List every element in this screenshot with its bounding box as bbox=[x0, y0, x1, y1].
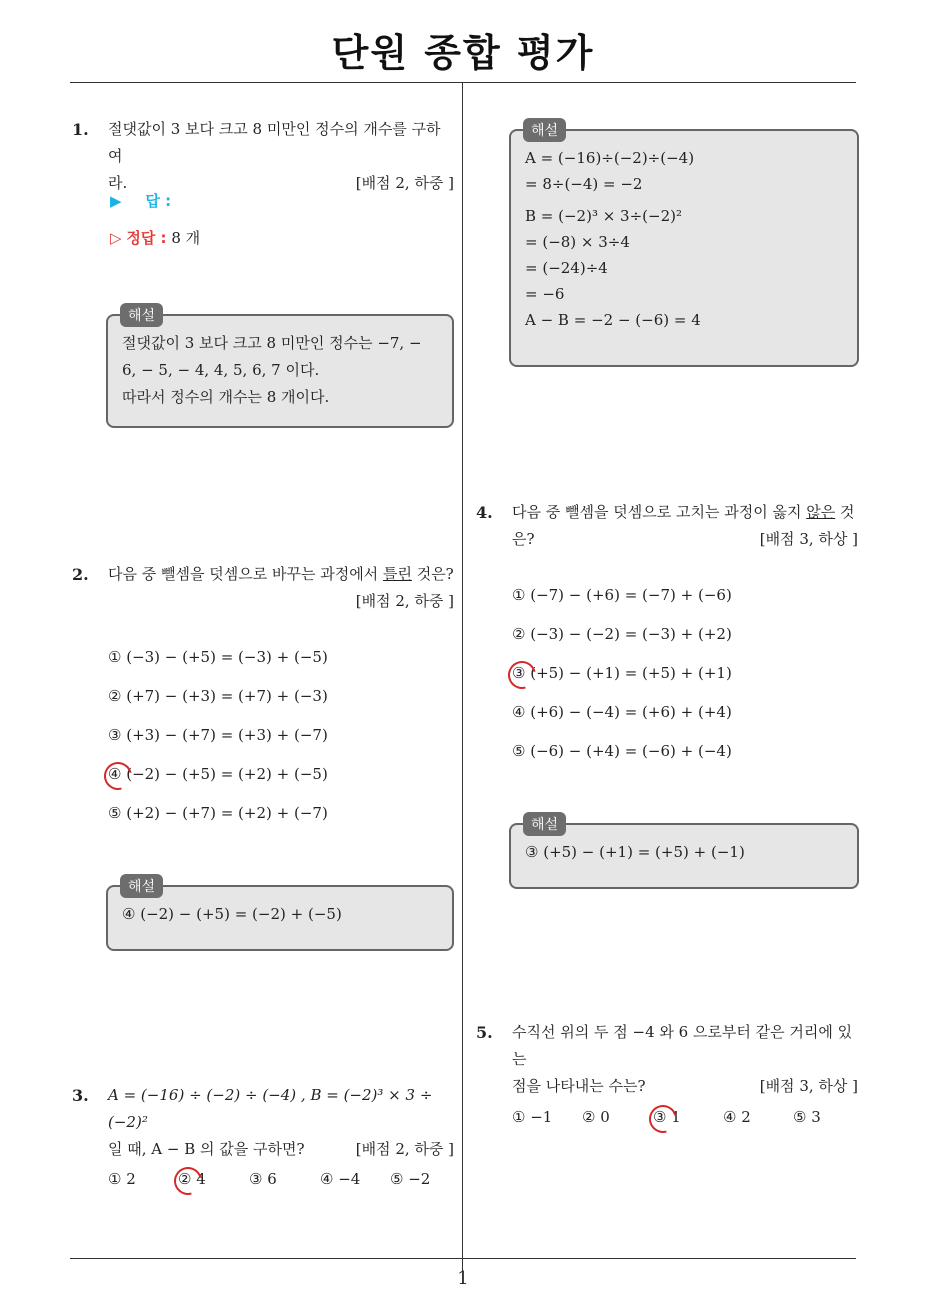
stem-line: 절댓값이 3 보다 크고 8 미만인 정수의 개수를 구하여 bbox=[108, 120, 441, 165]
selected-mark-icon bbox=[99, 757, 137, 795]
question-number: 1. bbox=[72, 120, 89, 139]
solution-box-4 bbox=[509, 817, 859, 889]
option-1[interactable]: ① −1 bbox=[512, 1108, 553, 1126]
solution-text bbox=[525, 839, 845, 866]
question-meta: [배점 2, 하중 ] bbox=[355, 174, 454, 192]
stem-line: 라. bbox=[108, 174, 128, 192]
question-stem bbox=[512, 499, 858, 553]
stem-line: 일 때, A − B 의 값을 구하면? bbox=[108, 1140, 305, 1158]
question-meta: [배점 3, 하상 ] bbox=[759, 1077, 858, 1095]
question-4 bbox=[476, 499, 858, 553]
option-4[interactable]: ④ −4 bbox=[320, 1170, 361, 1188]
option-4[interactable]: ④ (+6) − (−4) = (+6) + (+4) bbox=[512, 703, 732, 721]
page-number: 1 bbox=[457, 1268, 469, 1289]
option-1[interactable]: ① 2 bbox=[108, 1170, 136, 1188]
option-1[interactable]: ① (−7) − (+6) = (−7) + (−6) bbox=[512, 586, 732, 604]
option-3[interactable]: ③ (+5) − (+1) = (+5) + (+1) bbox=[512, 664, 732, 682]
question-5 bbox=[476, 1019, 858, 1100]
correct-label: 정답 : bbox=[126, 229, 167, 247]
correct-answer-row bbox=[110, 227, 200, 248]
stem-text: 것 bbox=[835, 503, 855, 521]
question-meta: [배점 2, 하중 ] bbox=[355, 1140, 454, 1158]
solution-line: 절댓값이 3 보다 크고 8 미만인 정수는 −7, − bbox=[122, 334, 422, 352]
answer-label: 답 : bbox=[145, 192, 172, 210]
stem-line: 점을 나타내는 수는? bbox=[512, 1077, 646, 1095]
option-3[interactable]: ③ 1 bbox=[653, 1108, 681, 1126]
solution-line: ④ (−2) − (+5) = (−2) + (−5) bbox=[122, 905, 342, 923]
option-2[interactable]: ② 0 bbox=[582, 1108, 610, 1126]
solution-text bbox=[525, 145, 845, 333]
solution-line: 따라서 정수의 개수는 8 개이다. bbox=[122, 388, 330, 406]
option-5[interactable]: ⑤ (+2) − (+7) = (+2) + (−7) bbox=[108, 804, 328, 822]
solution-line: B = (−2)³ × 3÷(−2)² bbox=[525, 207, 683, 225]
column-divider bbox=[462, 83, 463, 1271]
solution-tag: 해설 bbox=[120, 874, 163, 898]
solution-tag: 해설 bbox=[523, 118, 566, 142]
answer-row[interactable] bbox=[110, 190, 171, 211]
option-2[interactable]: ② (−3) − (−2) = (−3) + (+2) bbox=[512, 625, 732, 643]
solution-box-3 bbox=[509, 123, 859, 367]
option-3[interactable]: ③ (+3) − (+7) = (+3) + (−7) bbox=[108, 726, 328, 744]
question-number: 3. bbox=[72, 1086, 89, 1105]
question-stem bbox=[512, 1019, 858, 1100]
selected-mark-icon bbox=[503, 656, 541, 694]
question-meta: [배점 3, 하상 ] bbox=[759, 530, 858, 548]
correct-value: 8 개 bbox=[171, 229, 201, 247]
stem-line: A = (−16) ÷ (−2) ÷ (−4) , B = (−2)³ × 3 ÷ (−2)² bbox=[108, 1086, 433, 1131]
option-2[interactable]: ② 4 bbox=[178, 1170, 206, 1188]
question-number: 4. bbox=[476, 503, 493, 522]
option-4[interactable]: ④ 2 bbox=[723, 1108, 751, 1126]
question-meta: [배점 2, 하중 ] bbox=[355, 592, 454, 610]
stem-underline: 틀린 bbox=[382, 565, 412, 583]
stem-text: 다음 중 뺄셈을 덧셈으로 고치는 과정이 옳지 bbox=[512, 503, 807, 521]
solution-box-1 bbox=[106, 308, 454, 428]
question-number: 5. bbox=[476, 1023, 493, 1042]
top-rule bbox=[70, 82, 856, 83]
solution-line: = −6 bbox=[525, 285, 565, 303]
solution-text bbox=[122, 330, 440, 411]
solution-line: = (−24)÷4 bbox=[525, 259, 608, 277]
correct-marker-icon: ▷ bbox=[110, 229, 122, 247]
solution-line: ③ (+5) − (+1) = (+5) + (−1) bbox=[525, 843, 745, 861]
option-3[interactable]: ③ 6 bbox=[249, 1170, 277, 1188]
stem-text: 다음 중 뺄셈을 덧셈으로 바꾸는 과정에서 bbox=[108, 565, 383, 583]
option-5[interactable]: ⑤ 3 bbox=[793, 1108, 821, 1126]
option-4[interactable]: ④ (−2) − (+5) = (+2) + (−5) bbox=[108, 765, 328, 783]
solution-tag: 해설 bbox=[120, 303, 163, 327]
question-2 bbox=[72, 561, 454, 615]
question-stem bbox=[108, 116, 454, 197]
question-1 bbox=[72, 116, 454, 197]
page-title: 단원 종합 평가 bbox=[331, 31, 595, 75]
stem-line: 은? bbox=[512, 530, 535, 548]
solution-text bbox=[122, 901, 440, 928]
solution-line: A = (−16)÷(−2)÷(−4) bbox=[525, 149, 695, 167]
solution-tag: 해설 bbox=[523, 812, 566, 836]
solution-line: 6, − 5, − 4, 4, 5, 6, 7 이다. bbox=[122, 361, 320, 379]
question-stem bbox=[108, 561, 454, 615]
question-stem bbox=[108, 1082, 454, 1163]
option-2[interactable]: ② (+7) − (+3) = (+7) + (−3) bbox=[108, 687, 328, 705]
solution-line: = (−8) × 3÷4 bbox=[525, 233, 630, 251]
stem-line: 수직선 위의 두 점 −4 와 6 으로부터 같은 거리에 있는 bbox=[512, 1023, 853, 1068]
option-1[interactable]: ① (−3) − (+5) = (−3) + (−5) bbox=[108, 648, 328, 666]
selected-mark-icon bbox=[169, 1162, 207, 1200]
answer-marker-icon: ▶ bbox=[110, 192, 122, 210]
question-3 bbox=[72, 1082, 454, 1163]
solution-line: = 8÷(−4) = −2 bbox=[525, 175, 643, 193]
option-5[interactable]: ⑤ −2 bbox=[390, 1170, 431, 1188]
solution-box-2 bbox=[106, 879, 454, 951]
question-number: 2. bbox=[72, 565, 89, 584]
bottom-rule bbox=[70, 1258, 856, 1259]
stem-underline: 않은 bbox=[806, 503, 836, 521]
stem-text: 것은? bbox=[411, 565, 454, 583]
selected-mark-icon bbox=[644, 1100, 682, 1138]
solution-line: A − B = −2 − (−6) = 4 bbox=[525, 311, 701, 329]
option-5[interactable]: ⑤ (−6) − (+4) = (−6) + (−4) bbox=[512, 742, 732, 760]
